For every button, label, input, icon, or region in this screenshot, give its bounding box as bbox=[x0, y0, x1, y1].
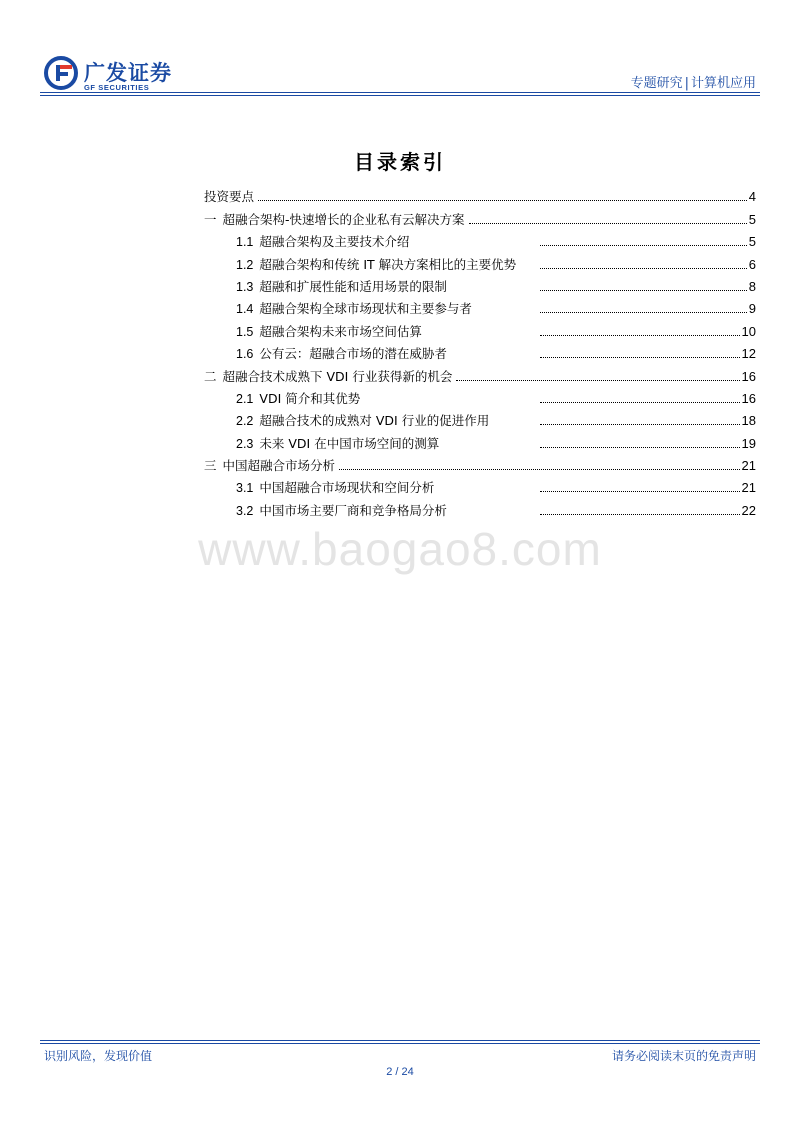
toc-entry-text: 中国市场主要厂商和竞争格局分析 bbox=[259, 502, 447, 518]
toc-entry-text: 超融合架构及主要技术介绍 bbox=[259, 234, 410, 250]
toc-entry[interactable] bbox=[204, 249, 756, 271]
footer-slogan: 识别风险，发现价值 bbox=[44, 1049, 153, 1063]
table-of-contents bbox=[204, 182, 756, 518]
toc-leader-dots bbox=[540, 357, 740, 358]
toc-entry-text: 公有云：超融合市场的潜在威胁者 bbox=[259, 346, 447, 362]
toc-leader-dots bbox=[540, 335, 740, 336]
toc-leader-dots bbox=[540, 245, 747, 246]
toc-entry-number: 二 bbox=[204, 369, 217, 384]
toc-entry-label bbox=[236, 392, 538, 406]
toc-entry[interactable] bbox=[204, 428, 756, 450]
toc-entry-page: 5 bbox=[748, 211, 756, 227]
toc-entry-text: 超融合架构全球市场现状和主要参与者 bbox=[259, 301, 472, 317]
footer-disclaimer: 请务必阅读末页的免责声明 bbox=[611, 1049, 756, 1063]
toc-entry-page: 4 bbox=[748, 189, 756, 205]
toc-leader-dots bbox=[540, 402, 740, 403]
footer-rule-thin bbox=[40, 1043, 760, 1044]
toc-entry-label bbox=[236, 302, 538, 316]
toc-entry-page: 22 bbox=[741, 502, 756, 518]
toc-entry-page: 5 bbox=[748, 234, 756, 250]
toc-entry-page: 12 bbox=[741, 346, 756, 362]
toc-entry-page: 16 bbox=[741, 390, 756, 406]
header-section: 专题研究 | 计算机应用 bbox=[630, 76, 756, 91]
toc-entry-label bbox=[236, 235, 538, 249]
brand-name-en: GF SECURITIES bbox=[84, 83, 150, 92]
brand-logo bbox=[44, 56, 174, 92]
toc-entry-page: 6 bbox=[748, 256, 756, 272]
toc-entry-number: 3.2 bbox=[236, 503, 254, 518]
toc-entry-text: 中国超融合市场现状和空间分析 bbox=[259, 480, 435, 496]
toc-entry-number: 2.3 bbox=[236, 436, 254, 451]
toc-entry[interactable] bbox=[204, 473, 756, 495]
toc-entry-label bbox=[204, 213, 467, 227]
toc-entry-text: VDI 简介和其优势 bbox=[259, 390, 361, 406]
toc-entry-label bbox=[236, 481, 538, 495]
toc-entry[interactable] bbox=[204, 204, 756, 226]
toc-entry-page: 19 bbox=[741, 435, 756, 451]
toc-entry-label bbox=[236, 280, 538, 294]
page-number: 2 / 24 bbox=[386, 1066, 414, 1078]
toc-entry-text: 超融合架构-快速增长的企业私有云解决方案 bbox=[222, 211, 465, 227]
toc-entry-label bbox=[204, 370, 454, 384]
toc-entry-number: 1.1 bbox=[236, 235, 254, 250]
toc-entry[interactable] bbox=[204, 361, 756, 383]
toc-entry-label bbox=[236, 504, 538, 518]
toc-entry-text: 超融和扩展性能和适用场景的限制 bbox=[259, 278, 447, 294]
toc-leader-dots bbox=[540, 290, 747, 291]
toc-title: 目录索引 bbox=[354, 150, 446, 174]
toc-entry-text: 中国超融合市场分析 bbox=[222, 458, 336, 474]
toc-entry-number: 三 bbox=[204, 459, 217, 474]
toc-entry-page: 9 bbox=[748, 301, 756, 317]
toc-entry-number: 1.4 bbox=[236, 302, 254, 317]
toc-entry-number: 1.5 bbox=[236, 324, 254, 339]
header-rule-thin bbox=[40, 95, 760, 96]
toc-entry-page: 21 bbox=[741, 480, 756, 496]
toc-entry-text: 超融合架构未来市场空间估算 bbox=[259, 323, 422, 339]
toc-entry-number: 3.1 bbox=[236, 481, 254, 496]
toc-entry[interactable] bbox=[204, 316, 756, 338]
toc-entry-text: 超融合技术成熟下 VDI 行业获得新的机会 bbox=[222, 368, 453, 384]
toc-entry-number: 1.2 bbox=[236, 257, 254, 272]
toc-entry[interactable] bbox=[204, 384, 756, 406]
toc-entry-page: 8 bbox=[748, 278, 756, 294]
toc-entry-label bbox=[236, 325, 538, 339]
toc-entry-number: 1.6 bbox=[236, 347, 254, 362]
brand-name-cn: 广发证券 bbox=[84, 61, 172, 85]
toc-entry-text: 未来 VDI 在中国市场空间的测算 bbox=[259, 435, 440, 451]
toc-leader-dots bbox=[540, 447, 740, 448]
toc-entry[interactable] bbox=[204, 272, 756, 294]
toc-leader-dots bbox=[540, 268, 747, 269]
toc-entry-label bbox=[236, 437, 538, 451]
toc-entry[interactable] bbox=[204, 406, 756, 428]
toc-entry-label bbox=[236, 414, 538, 428]
toc-leader-dots bbox=[540, 424, 740, 425]
toc-entry[interactable] bbox=[204, 182, 756, 204]
toc-entry-page: 16 bbox=[741, 368, 756, 384]
toc-entry-page: 18 bbox=[741, 413, 756, 429]
toc-leader-dots bbox=[339, 469, 740, 470]
toc-entry-label bbox=[236, 258, 538, 272]
toc-entry-number: 一 bbox=[204, 212, 217, 227]
toc-leader-dots bbox=[456, 380, 739, 381]
toc-entry-label bbox=[204, 459, 337, 473]
toc-entry[interactable] bbox=[204, 495, 756, 517]
toc-entry-number: 2.2 bbox=[236, 414, 254, 429]
toc-entry-page: 21 bbox=[741, 458, 756, 474]
toc-leader-dots bbox=[540, 312, 747, 313]
watermark: www.baogao8.com bbox=[198, 523, 602, 575]
toc-entry[interactable] bbox=[204, 294, 756, 316]
toc-leader-dots bbox=[258, 200, 747, 201]
gf-logo-icon bbox=[44, 56, 78, 90]
toc-entry-label bbox=[204, 190, 256, 204]
toc-entry-label bbox=[236, 347, 538, 361]
toc-entry[interactable] bbox=[204, 451, 756, 473]
header-category: 专题研究 bbox=[630, 76, 683, 91]
toc-entry-text: 超融合架构和传统 IT 解决方案相比的主要优势 bbox=[259, 256, 517, 272]
header-rule bbox=[40, 92, 760, 93]
footer-rule bbox=[40, 1040, 760, 1041]
toc-entry-page: 10 bbox=[741, 323, 756, 339]
toc-entry-text: 投资要点 bbox=[204, 189, 255, 205]
toc-entry[interactable] bbox=[204, 339, 756, 361]
header-sector: 计算机应用 bbox=[690, 76, 756, 91]
toc-entry-text: 超融合技术的成熟对 VDI 行业的促进作用 bbox=[259, 413, 490, 429]
toc-entry-number: 1.3 bbox=[236, 279, 254, 294]
toc-entry-number: 2.1 bbox=[236, 391, 254, 406]
toc-leader-dots bbox=[469, 223, 747, 224]
toc-entry[interactable] bbox=[204, 227, 756, 249]
toc-leader-dots bbox=[540, 491, 740, 492]
toc-leader-dots bbox=[540, 514, 740, 515]
